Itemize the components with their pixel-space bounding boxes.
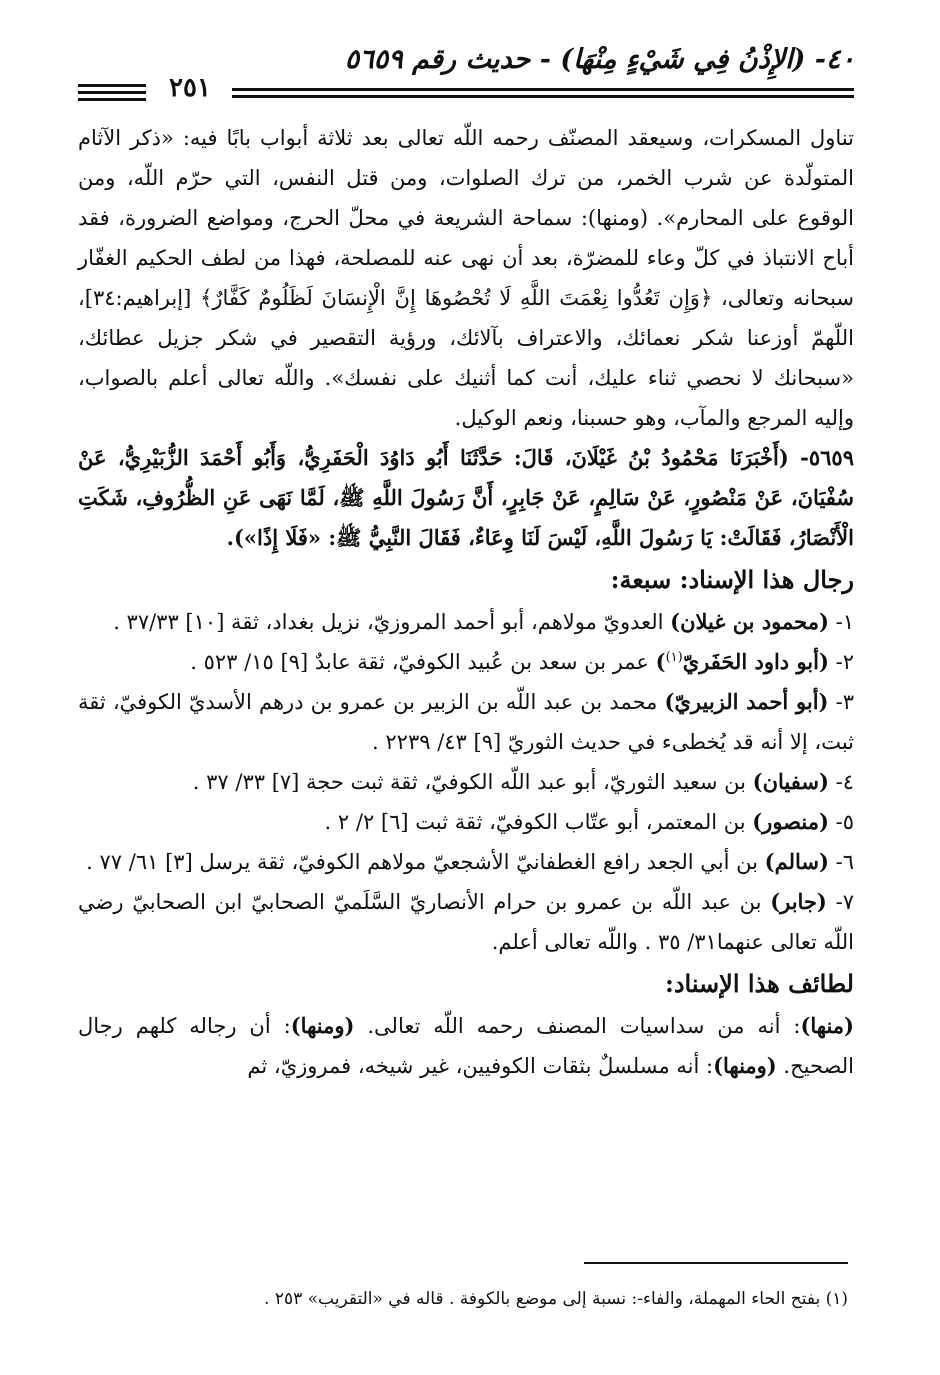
narrator-name: (منصور) [752, 809, 829, 834]
commentary-paragraph: تناول المسكرات، وسيعقد المصنّف رحمه اللّه تعالى بعد ثلاثة أبواب بابًا فيه: «ذكر الآثام المتولّدة عن شرب الخمر، من ترك الصلوات، ومن قتل النفس، التي حرّم اللّه، ومن الوقوع على المحارم». (ومنها): سماحة الشريعة في محلّ الحرج، ومواضع الضرورة، فقد أباح الانتباذ في كلّ وعاء للمضرّة، بعد أن نهى عنه للمصلحة، فهذا من لطف الحكيم الغفّار سبحانه وتعالى، ﴿وَإِن تَعُدُّوا نِعْمَتَ اللَّهِ لَا تُحْصُوهَا إِنَّ الْإِنسَانَ لَظَلُومٌ كَفَّارٌ﴾ [إبراهيم:٣٤]، اللّهمّ أوزعنا شكر نعمائك، والاعتراف بآلائك، ورؤية التقصير في شكر جزيل عطائك، «سبحانك لا نحصي ثناء عليك، أنت كما أثنيك على نفسك». واللّه تعالى أعلم بالصواب، وإليه المرجع والمآب، وهو حسبنا، ونعم الوكيل. [78, 126, 855, 430]
lataif-text: : أن رجاله كلهم رجال الصحيح. [78, 1014, 854, 1078]
narrator-name: (أبو داود الحَفَريّ [682, 649, 829, 674]
narrator-details: عمر بن سعد بن عُبيد الكوفيّ، ثقة عابدٌ [٩] ١٥/ ٥٢٣ . [190, 650, 656, 674]
narrator-details: بن أبي الجعد رافع الغطفانيّ الأشجعيّ مولاهم الكوفيّ، ثقة يرسل [٣] ٦١/ ٧٧ . [86, 850, 765, 874]
narrator-entry [78, 802, 854, 842]
narrator-entry [78, 682, 854, 762]
narrator-details: بن المعتمر، أبو عتّاب الكوفيّ، ثقة ثبت [٦] ٢/ ٢ . [324, 810, 753, 834]
narrator-number: ٧- [835, 890, 854, 914]
lataif-label: (ومنها) [713, 1053, 777, 1078]
lataif-text: : أنه من سداسيات المصنف رحمه اللّه تعالى. [354, 1014, 801, 1038]
section-title-rijal: رجال هذا الإسناد: سبعة: [610, 565, 854, 594]
narrator-entry [78, 842, 854, 882]
hadith-text: ٥٦٥٩- (أَخْبَرَنَا مَحْمُودُ بْنُ غَيْلَانَ، قَالَ: حَدَّثَنَا أَبُو دَاوُدَ الْحَفَرِيُّ، وَأَبُو أَحْمَدَ الزُّبَيْرِيُّ، عَنْ سُفْيَانَ، عَنْ مَنْصُورٍ، عَنْ سَالِمٍ، عَنْ جَابِرٍ، أَنَّ رَسُولَ اللَّهِ ﷺ، لَمَّا نَهَى عَنِ الظُّرُوفِ، شَكَتِ الْأَنْصَارُ، فَقَالَتْ: يَا رَسُولَ اللَّهِ، لَيْسَ لَنَا وِعَاءٌ، فَقَالَ النَّبِيُّ ﷺ: «فَلَا إِذًا»). [78, 445, 854, 550]
narrator-name: (محمود بن غيلان) [670, 609, 829, 634]
running-title: ٤٠- (الإِذْنُ فِي شَيْءٍ مِنْهَا) - حديث رقم ٥٦٥٩ [344, 44, 855, 75]
lataif-label: (منها) [800, 1013, 854, 1038]
narrator-details: بن عبد اللّه بن عمرو بن حرام الأنصاريّ السَّلَميّ الصحابيّ ابن الصحابيّ رضي اللّه تعالى عنهما٣١/ ٣٥ . واللّه تعالى أعلم. [78, 890, 854, 954]
narrator-entry [78, 642, 854, 682]
narrator-number: ٤- [835, 770, 854, 794]
narrator-number: ٥- [835, 810, 854, 834]
narrator-entry [78, 762, 854, 802]
narrator-details: محمد بن عبد اللّه بن الزبير بن عمرو بن درهم الأسديّ الكوفيّ، ثقة ثبت، إلا أنه قد يُخطىء في حديث الثوريّ [٩] ٤٣/ ٢٢٣٩ . [78, 690, 854, 754]
narrator-name: (سفيان) [752, 769, 829, 794]
page-number: ٢٥١ [169, 73, 211, 103]
narrator-name: (جابر) [770, 889, 827, 914]
footnote-marker: (١) [665, 650, 683, 665]
header-rule-right-top [232, 88, 854, 91]
lataif-text: : أنه مسلسلٌ بثقات الكوفيين، غير شيخه، فمروزيّ، ثم [247, 1054, 714, 1078]
narrator-number: ١- [835, 610, 854, 634]
lataif-label: (ومنها) [290, 1013, 355, 1038]
narrator-details: العدويّ مولاهم، أبو أحمد المروزيّ، نزيل بغداد، ثقة [١٠] ٣٧/٣٣ . [113, 610, 671, 634]
section-title-lataif: لطائف هذا الإسناد: [664, 969, 854, 998]
lataif-paragraph [78, 1006, 854, 1086]
header-rule-left-middle [78, 91, 146, 94]
narrator-number: ٣- [835, 690, 854, 714]
narrator-name: (سالم) [764, 849, 829, 874]
narrator-name: (أبو أحمد الزبيريّ) [664, 689, 829, 714]
footnote: (١) بفتح الحاء المهملة، والفاء-: نسبة إلى موضع بالكوفة . قاله في «التقريب» ٢٥٣ . [264, 1289, 848, 1309]
narrator-entry [78, 882, 854, 962]
header-rule-right-bottom [232, 95, 854, 98]
narrator-number: ٦- [835, 850, 854, 874]
narrator-entry [78, 602, 854, 642]
narrator-number: ٢- [835, 650, 854, 674]
header-rule-left-bottom [78, 98, 146, 101]
main-text [78, 118, 854, 1086]
narrator-name-close: ) [655, 649, 666, 674]
header-rule-left-top [78, 84, 146, 87]
footnote-divider [584, 1262, 848, 1264]
narrator-details: بن سعيد الثوريّ، أبو عبد اللّه الكوفيّ، ثقة ثبت حجة [٧] ٣٣/ ٣٧ . [192, 770, 753, 794]
